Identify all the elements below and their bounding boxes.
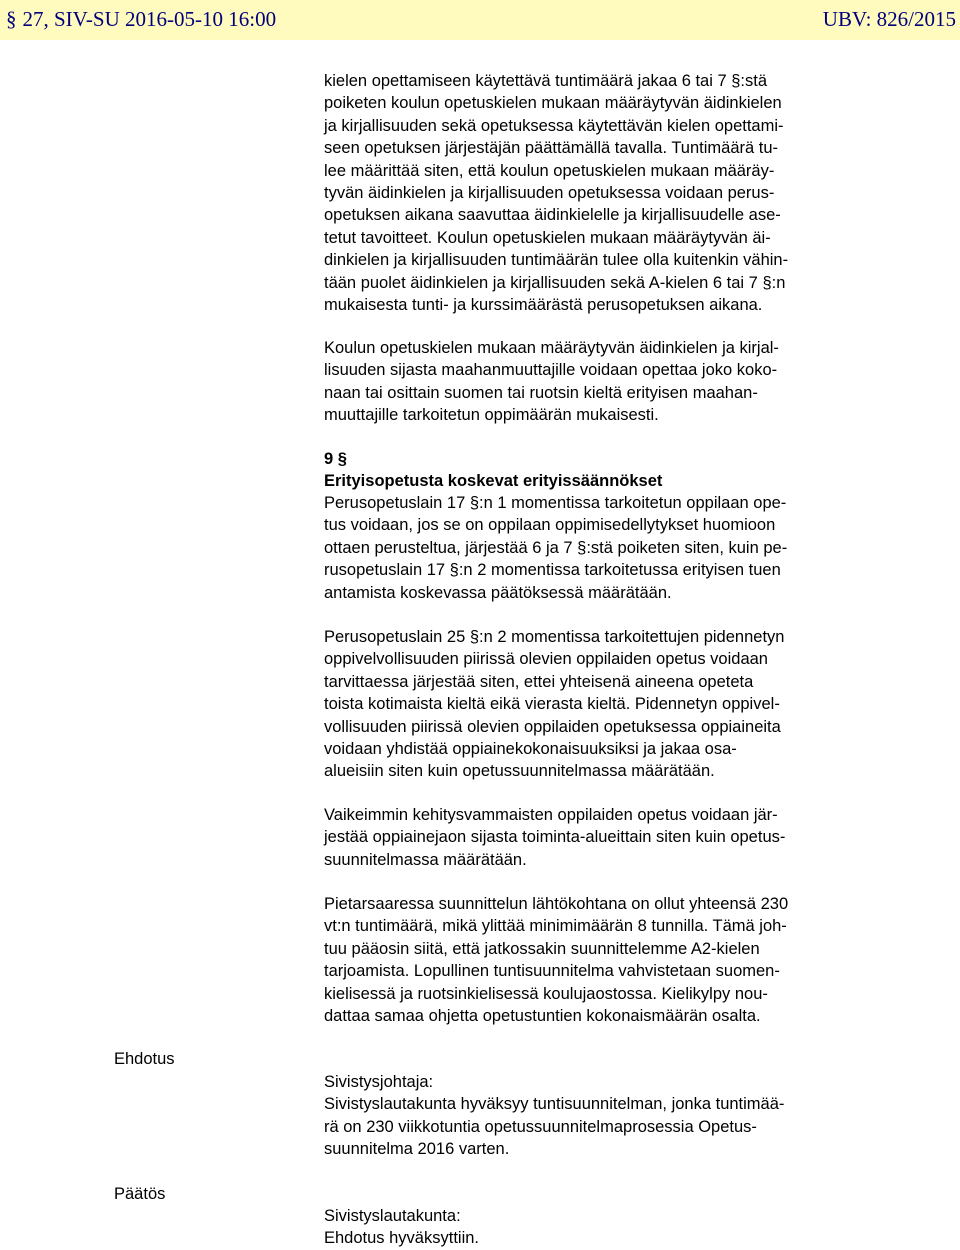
decision-label: Päätös (114, 1185, 166, 1203)
section-number: 9 § (324, 450, 347, 468)
paragraph-immigrant-language: Koulun opetuskielen mukaan määräytyvän äidinkielen ja kirjal- lisuuden sijasta maahanmuuttajille voidaan opettaa joko koko- naan tai osittain suomen tai ruotsin kieltä erityisen maahan- muuttajille tarkoitetun oppimäärän mukaisesti. (324, 339, 779, 425)
paragraph-disabled-pupils: Vaikeimmin kehitysvammaisten oppilaiden opetus voidaan jär- jestää oppiainejaon sijasta toiminta-alueittain siten kuin opetus- suunnitelmassa määrätään. (324, 806, 786, 869)
proposal-text: Sivistysjohtaja: Sivistyslautakunta hyväksyy tuntisuunnitelman, jonka tuntimää- rä on 230 viikkotuntia opetussuunnitelmaprosessia Opetus- suunnitelma 2016 varten. (324, 1073, 785, 1159)
decision-text: Sivistyslautakunta: Ehdotus hyväksyttiin. (324, 1207, 479, 1248)
paragraph-special-education: Perusopetuslain 17 §:n 1 momentissa tarkoitetun oppilaan ope- tus voidaan, jos se on oppilaan oppimisedellytykset huomioon ottaen perusteltua, järjestää 6 ja 7 §:stä poiketen siten, kuin pe- rusopetuslain 17 §:n 2 momentissa tarkoitetussa erityisen tuen antamista koskevassa päätöksessä määrätään. (324, 494, 788, 602)
paragraph-extended-compulsory: Perusopetuslain 25 §:n 2 momentissa tarkoitettujen pidennetyn oppivelvollisuuden piirissä olevien oppilaiden opetus voidaan tarvittaessa järjestää siten, ettei yhteisenä aineena opeteta toista kotimaista kieltä eikä vierasta kieltä. Pidennetyn oppivel- vollisuuden piirissä olevien oppilaiden opetuksessa oppiaineita voidaan yhdistää oppiainekokonaisuuksiksi ja jakaa osa- alueisiin siten kuin opetussuunnitelmassa määrätään. (324, 628, 785, 781)
header-left (6, 7, 276, 32)
paragraph-pietarsaari-plan: Pietarsaaressa suunnittelun lähtökohtana on ollut yhteensä 230 vt:n tuntimäärä, mikä ylittää minimimäärän 8 tunnilla. Tämä joh- tuu pääosin siitä, että jatkossakin suunnittelemme A2-kielen tarjoamista. Lopullinen tuntisuunnitelma vahvistetaan suomen- kielisessä ja ruotsinkielisessä koulujaostossa. Kielikylpy nou- dattaa samaa ohjetta opetustuntien kokonaismäärän osalta. (324, 895, 789, 1026)
proposal-label: Ehdotus (114, 1050, 175, 1068)
section-title: Erityisopetusta koskevat erityissäännökset (324, 472, 663, 490)
paragraph-language-hours: kielen opettamiseen käytettävä tuntimäärä jakaa 6 tai 7 §:stä poiketen koulun opetuskielen mukaan määräytyvän äidinkielen ja kirjallisuuden sekä opetuksessa käytettävän kielen opettami- seen opetuksen järjestäjän päättämällä tavalla. Tuntimäärä tu- lee määrittää siten, että koulun opetuskielen mukaan määräy- tyvän äidinkielen ja kirjallisuuden opetuksessa voidaan perus- opetuksen aikana saavuttaa äidinkielelle ja kirjallisuudelle ase- tetut tavoitteet. Koulun opetuskielen mukaan määräytyvän äi- dinkielen ja kirjallisuuden tuntimäärän tulee olla kuitenkin vähin- tään puolet äidinkielen ja kirjallisuuden sekä A-kielen 6 tai 7 §:n mukaisesta tunti- ja kurssimäärästä perusopetuksen aikana. (324, 72, 789, 315)
case-number: UBV: 826/2015 (822, 7, 956, 31)
section-symbol: § (6, 7, 17, 31)
meeting-reference: 27, SIV-SU 2016-05-10 16:00 (22, 7, 277, 31)
document-header-bar (0, 0, 960, 40)
